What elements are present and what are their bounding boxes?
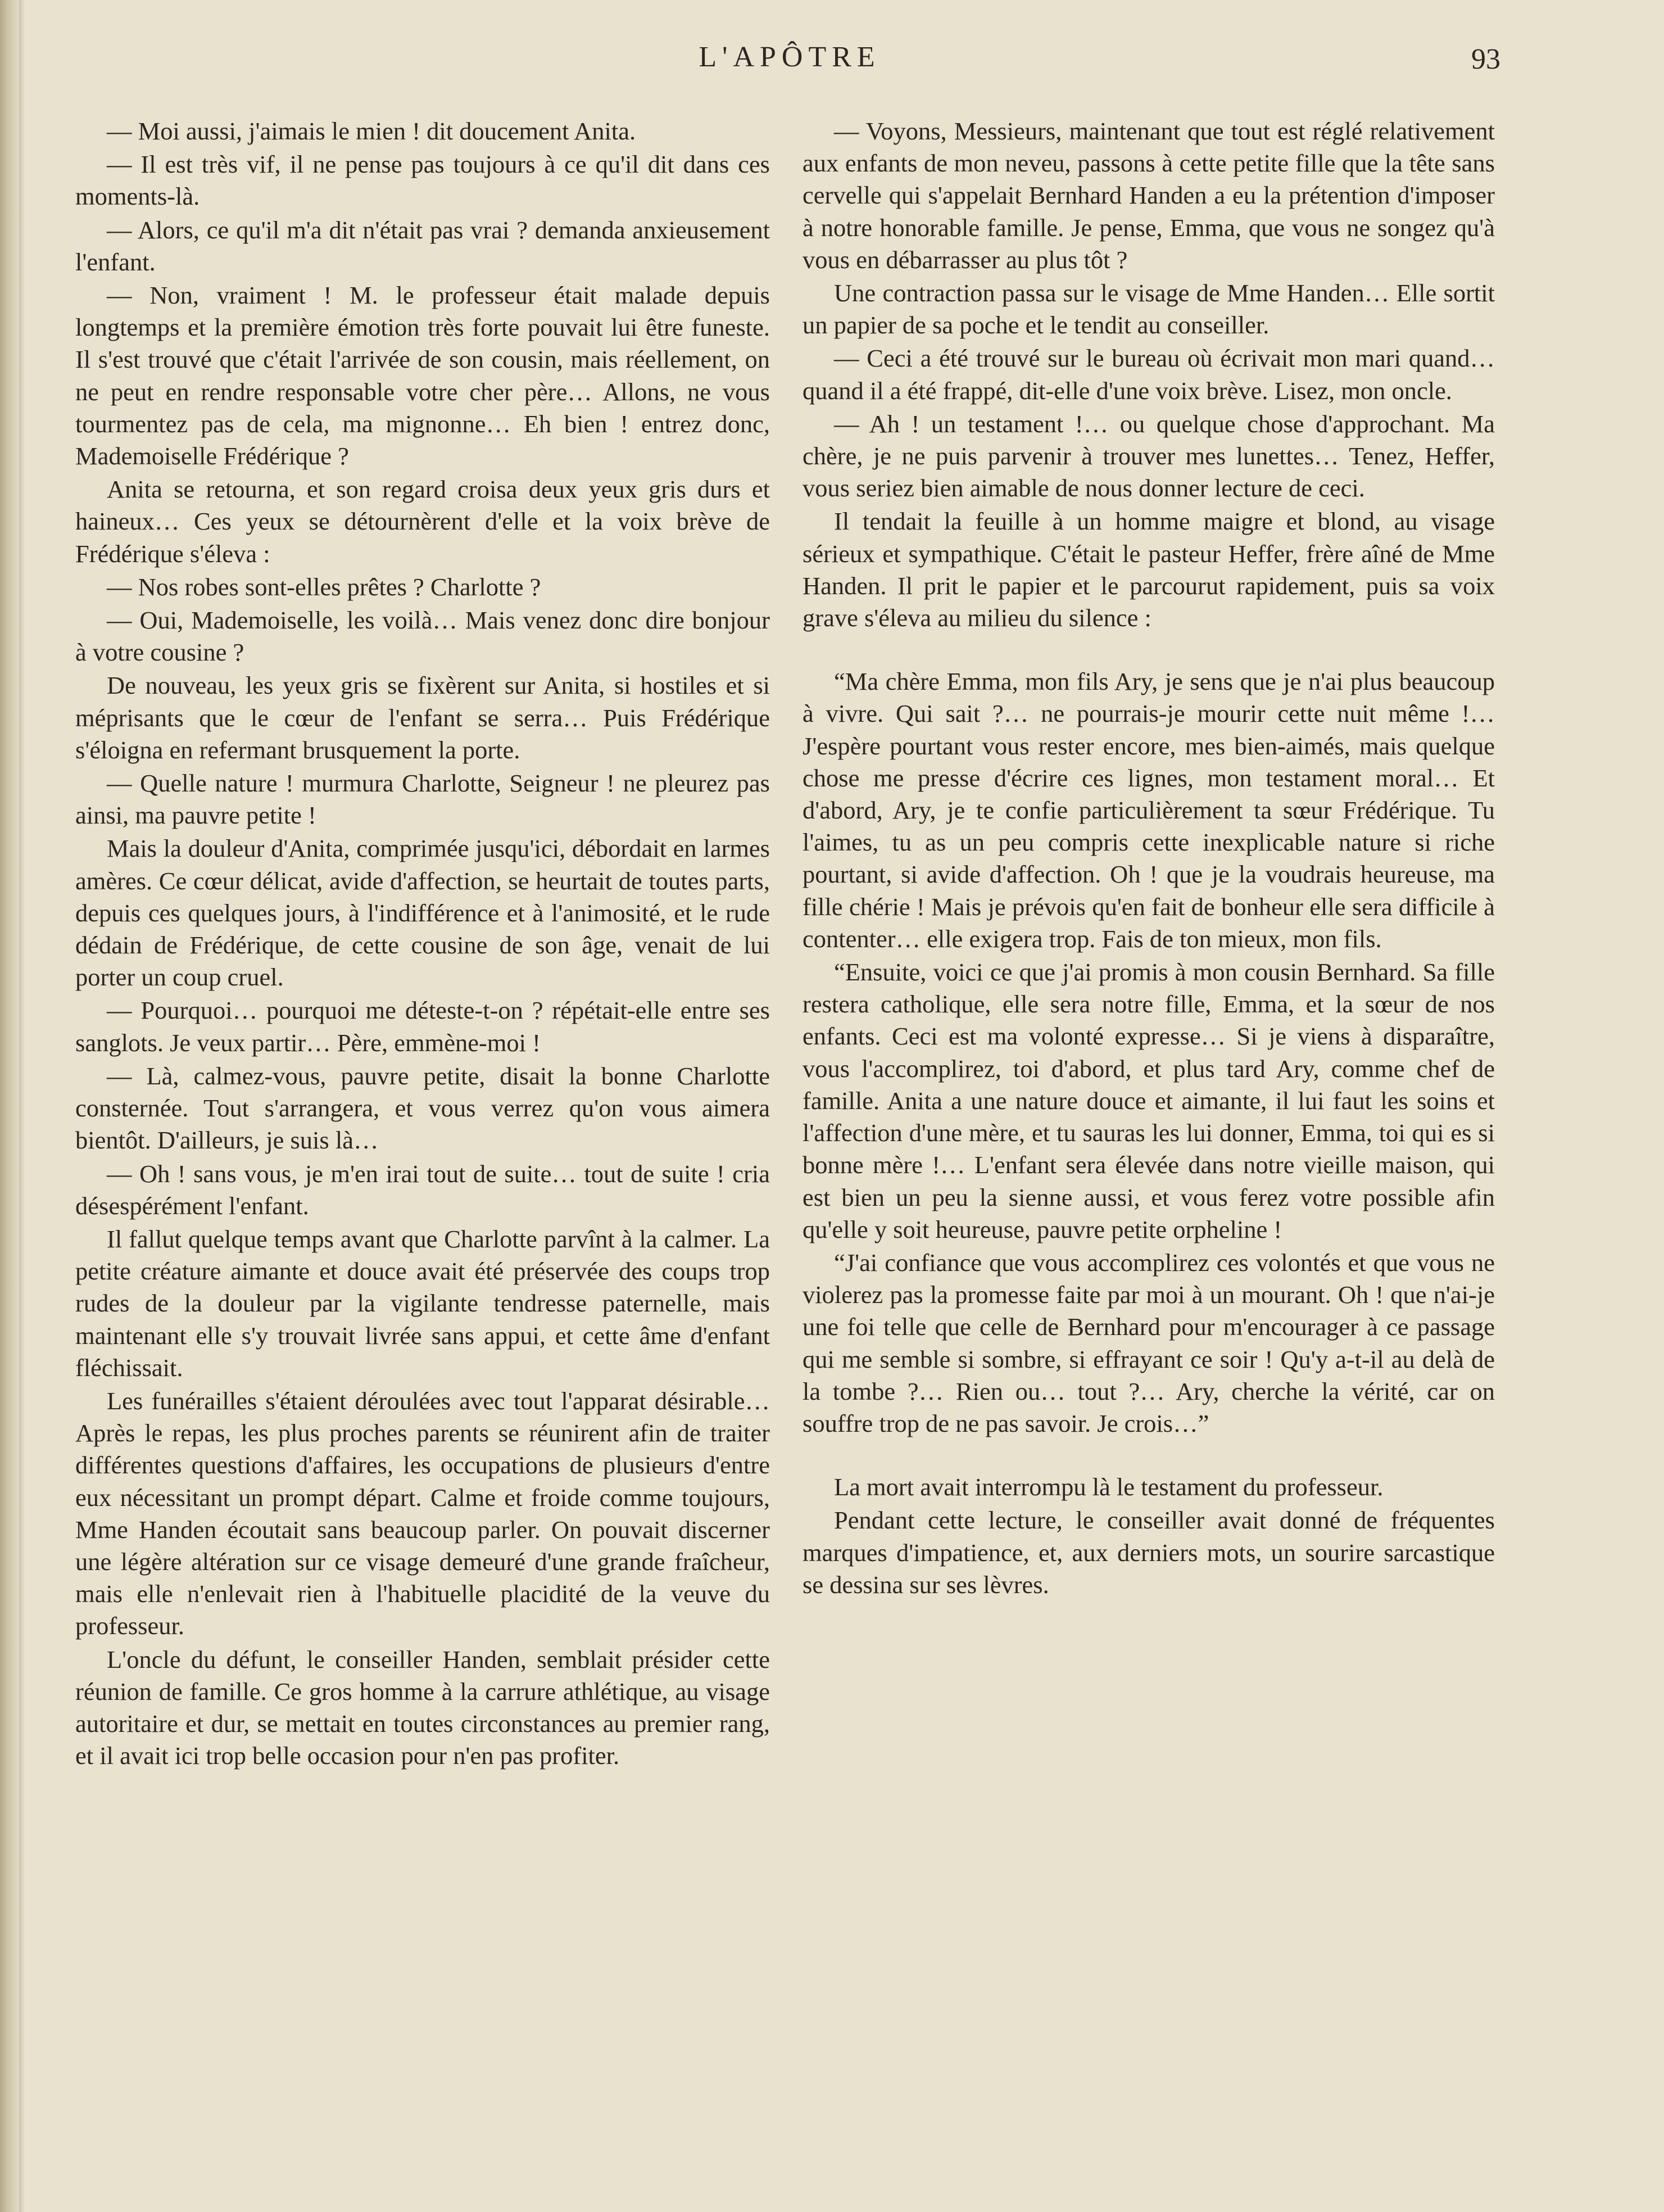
paragraph: — Nos robes sont-elles prêtes ? Charlotte ?: [107, 572, 541, 601]
paragraph: — Alors, ce qu'il m'a dit n'était pas vrai ? demanda anxieusement l'enfant.: [75, 215, 770, 276]
paragraph: De nouveau, les yeux gris se fixèrent sur Anita, si hostiles et si méprisants que le cœur de l'enfant se serra… Puis Frédérique s'éloigna en refermant brusquement la porte.: [75, 671, 770, 764]
page-number: 93: [1471, 43, 1500, 75]
paragraph: Mais la douleur d'Anita, comprimée jusqu'ici, débordait en larmes amères. Ce cœur délicat, avide d'affection, se heurtait de toutes parts, depuis ces quelques jours, à l'indifférence et à l'animosité, et le rude dédain de Frédérique, de cette cousine de son âge, venait de lui porter un coup cruel.: [75, 834, 770, 992]
page-binding-shadow: [19, 0, 25, 2212]
paragraph: — Quelle nature ! murmura Charlotte, Seigneur ! ne pleurez pas ainsi, ma pauvre petite !: [75, 769, 770, 830]
paragraph: Les funérailles s'étaient déroulées avec tout l'apparat désirable… Après le repas, les plus proches parents se réunirent afin de traiter différentes questions d'affaires, les occupations de plusieurs d'entre eux nécessitant un prompt départ. Calme et froide comme toujours, Mme Handen écoutait sans beaucoup parler. On pouvait discerner une légère altération sur ce visage demeuré d'une grande fraîcheur, mais elle n'enlevait rien à l'habituelle placidité de la veuve du professeur.: [75, 1386, 770, 1640]
paragraph: — Oui, Mademoiselle, les voilà… Mais venez donc dire bonjour à votre cousine ?: [75, 606, 770, 667]
paragraph: — Oh ! sans vous, je m'en irai tout de suite… tout de suite ! cria désespérément l'enfant.: [75, 1159, 770, 1220]
paragraph: Anita se retourna, et son regard croisa deux yeux gris durs et haineux… Ces yeux se détournèrent d'elle et la voix brève de Frédérique s'éleva :: [75, 475, 770, 568]
page-binding-edge: [0, 0, 19, 2212]
left-column: [75, 115, 770, 1773]
testament-paragraph: “J'ai confiance que vous accomplirez ces volontés et que vous ne violerez pas la promesse faite par moi à un mourant. Oh ! que n'ai-je une foi telle que celle de Bernhard pour m'encourager à ce passage qui me semble si sombre, si effrayant ce soir ! Qu'y a-t-il au delà de la tombe ?… Rien ou… tout ?… Ary, cherche la vérité, car on souffre trop de ne pas savoir. Je crois…”: [802, 1248, 1495, 1437]
paragraph: Il fallut quelque temps avant que Charlotte parvînt à la calmer. La petite créature aimante et douce avait été préservée des coups trop rudes de la douleur par la vigilante tendresse paternelle, mais maintenant elle s'y trouvait livrée sans appui, et cette âme d'enfant fléchissait.: [75, 1224, 770, 1382]
paragraph: Il tendait la feuille à un homme maigre et blond, au visage sérieux et sympathique. C'était le pasteur Heffer, frère aîné de Mme Handen. Il prit le papier et le parcourut rapidement, puis sa voix grave s'éleva au milieu du silence :: [802, 507, 1495, 632]
paragraph: — Il est très vif, il ne pense pas toujours à ce qu'il dit dans ces moments-là.: [75, 150, 770, 211]
paragraph: — Pourquoi… pourquoi me déteste-t-on ? répétait-elle entre ses sanglots. Je veux partir… Père, emmène-moi !: [75, 996, 770, 1057]
paragraph: Pendant cette lecture, le conseiller avait donné de fréquentes marques d'impatience, et, aux derniers mots, un sourire sarcastique se dessina sur ses lèvres.: [802, 1506, 1495, 1599]
paragraph: — Ceci a été trouvé sur le bureau où écrivait mon mari quand… quand il a été frappé, dit-elle d'une voix brève. Lisez, mon oncle.: [802, 344, 1495, 405]
paragraph: La mort avait interrompu là le testament du professeur.: [834, 1473, 1384, 1501]
paragraph: — Voyons, Messieurs, maintenant que tout est réglé relativement aux enfants de mon neveu, passons à cette petite fille que la tête sans cervelle qui s'appelait Bernhard Handen a eu la prétention d'imposer à notre honorable famille. Je pense, Emma, que vous ne songez qu'à vous en débarrasser au plus tôt ?: [802, 117, 1495, 274]
paragraph: L'oncle du défunt, le conseiller Handen, semblait présider cette réunion de famille. Ce gros homme à la carrure athlétique, au visage autoritaire et dur, se mettait en toutes circonstances au premier rang, et il avait ici trop belle occasion pour n'en pas profiter.: [75, 1645, 770, 1770]
running-title: L'APÔTRE: [699, 41, 881, 73]
paragraph: Une contraction passa sur le visage de Mme Handen… Elle sortit un papier de sa poche et le tendit au conseiller.: [802, 279, 1495, 340]
testament-paragraph: “Ma chère Emma, mon fils Ary, je sens que je n'ai plus beaucoup à vivre. Qui sait ?… ne pourrais-je mourir cette nuit même !… J'espère pourtant vous rester encore, mes bien-aimés, mais quelque chose me presse d'écrire ces lignes, mon testament moral… Et d'abord, Ary, je te confie particulièrement ta sœur Frédérique. Tu l'aimes, tu as un peu compris cette inexplicable nature si riche pourtant, si avide d'affection. Oh ! que je la voudrais heureuse, ma fille chérie ! Mais je prévois qu'en fait de bonheur elle sera difficile à contenter… elle exigera trop. Fais de ton mieux, mon fils.: [802, 667, 1495, 953]
paragraph: — Moi aussi, j'aimais le mien ! dit doucement Anita.: [107, 117, 636, 145]
paragraph: — Non, vraiment ! M. le professeur était malade depuis longtemps et la première émotion très forte pouvait lui être funeste. Il s'est trouvé que c'était l'arrivée de son cousin, mais réellement, on ne peut en rendre responsable votre cher père… Allons, ne vous tourmentez pas de cela, ma mignonne… Eh bien ! entrez donc, Mademoiselle Frédérique ?: [75, 281, 770, 471]
paragraph: — Là, calmez-vous, pauvre petite, disait la bonne Charlotte consternée. Tout s'arrangera, et vous verrez qu'on vous aimera bientôt. D'ailleurs, je suis là…: [75, 1061, 770, 1155]
testament-paragraph: “Ensuite, voici ce que j'ai promis à mon cousin Bernhard. Sa fille restera catholique, elle sera notre fille, Emma, et la sœur de nos enfants. Ceci est ma volonté expresse… Si je viens à disparaître, vous l'accomplirez, toi d'abord, et plus tard Ary, comme chef de famille. Anita a une nature douce et aimante, il lui faut les soins et l'affection d'une mère, et tu sauras les lui donner, Emma, toi qui es si bonne mère !… L'enfant sera élevée dans notre vieille maison, qui est bien un peu la sienne aussi, et vous ferez votre possible afin qu'elle y soit heureuse, pauvre petite orpheline !: [802, 958, 1495, 1243]
right-column: [802, 115, 1495, 1602]
paragraph: — Ah ! un testament !… ou quelque chose d'approchant. Ma chère, je ne puis parvenir à trouver mes lunettes… Tenez, Heffer, vous seriez bien aimable de nous donner lecture de ceci.: [802, 409, 1495, 503]
